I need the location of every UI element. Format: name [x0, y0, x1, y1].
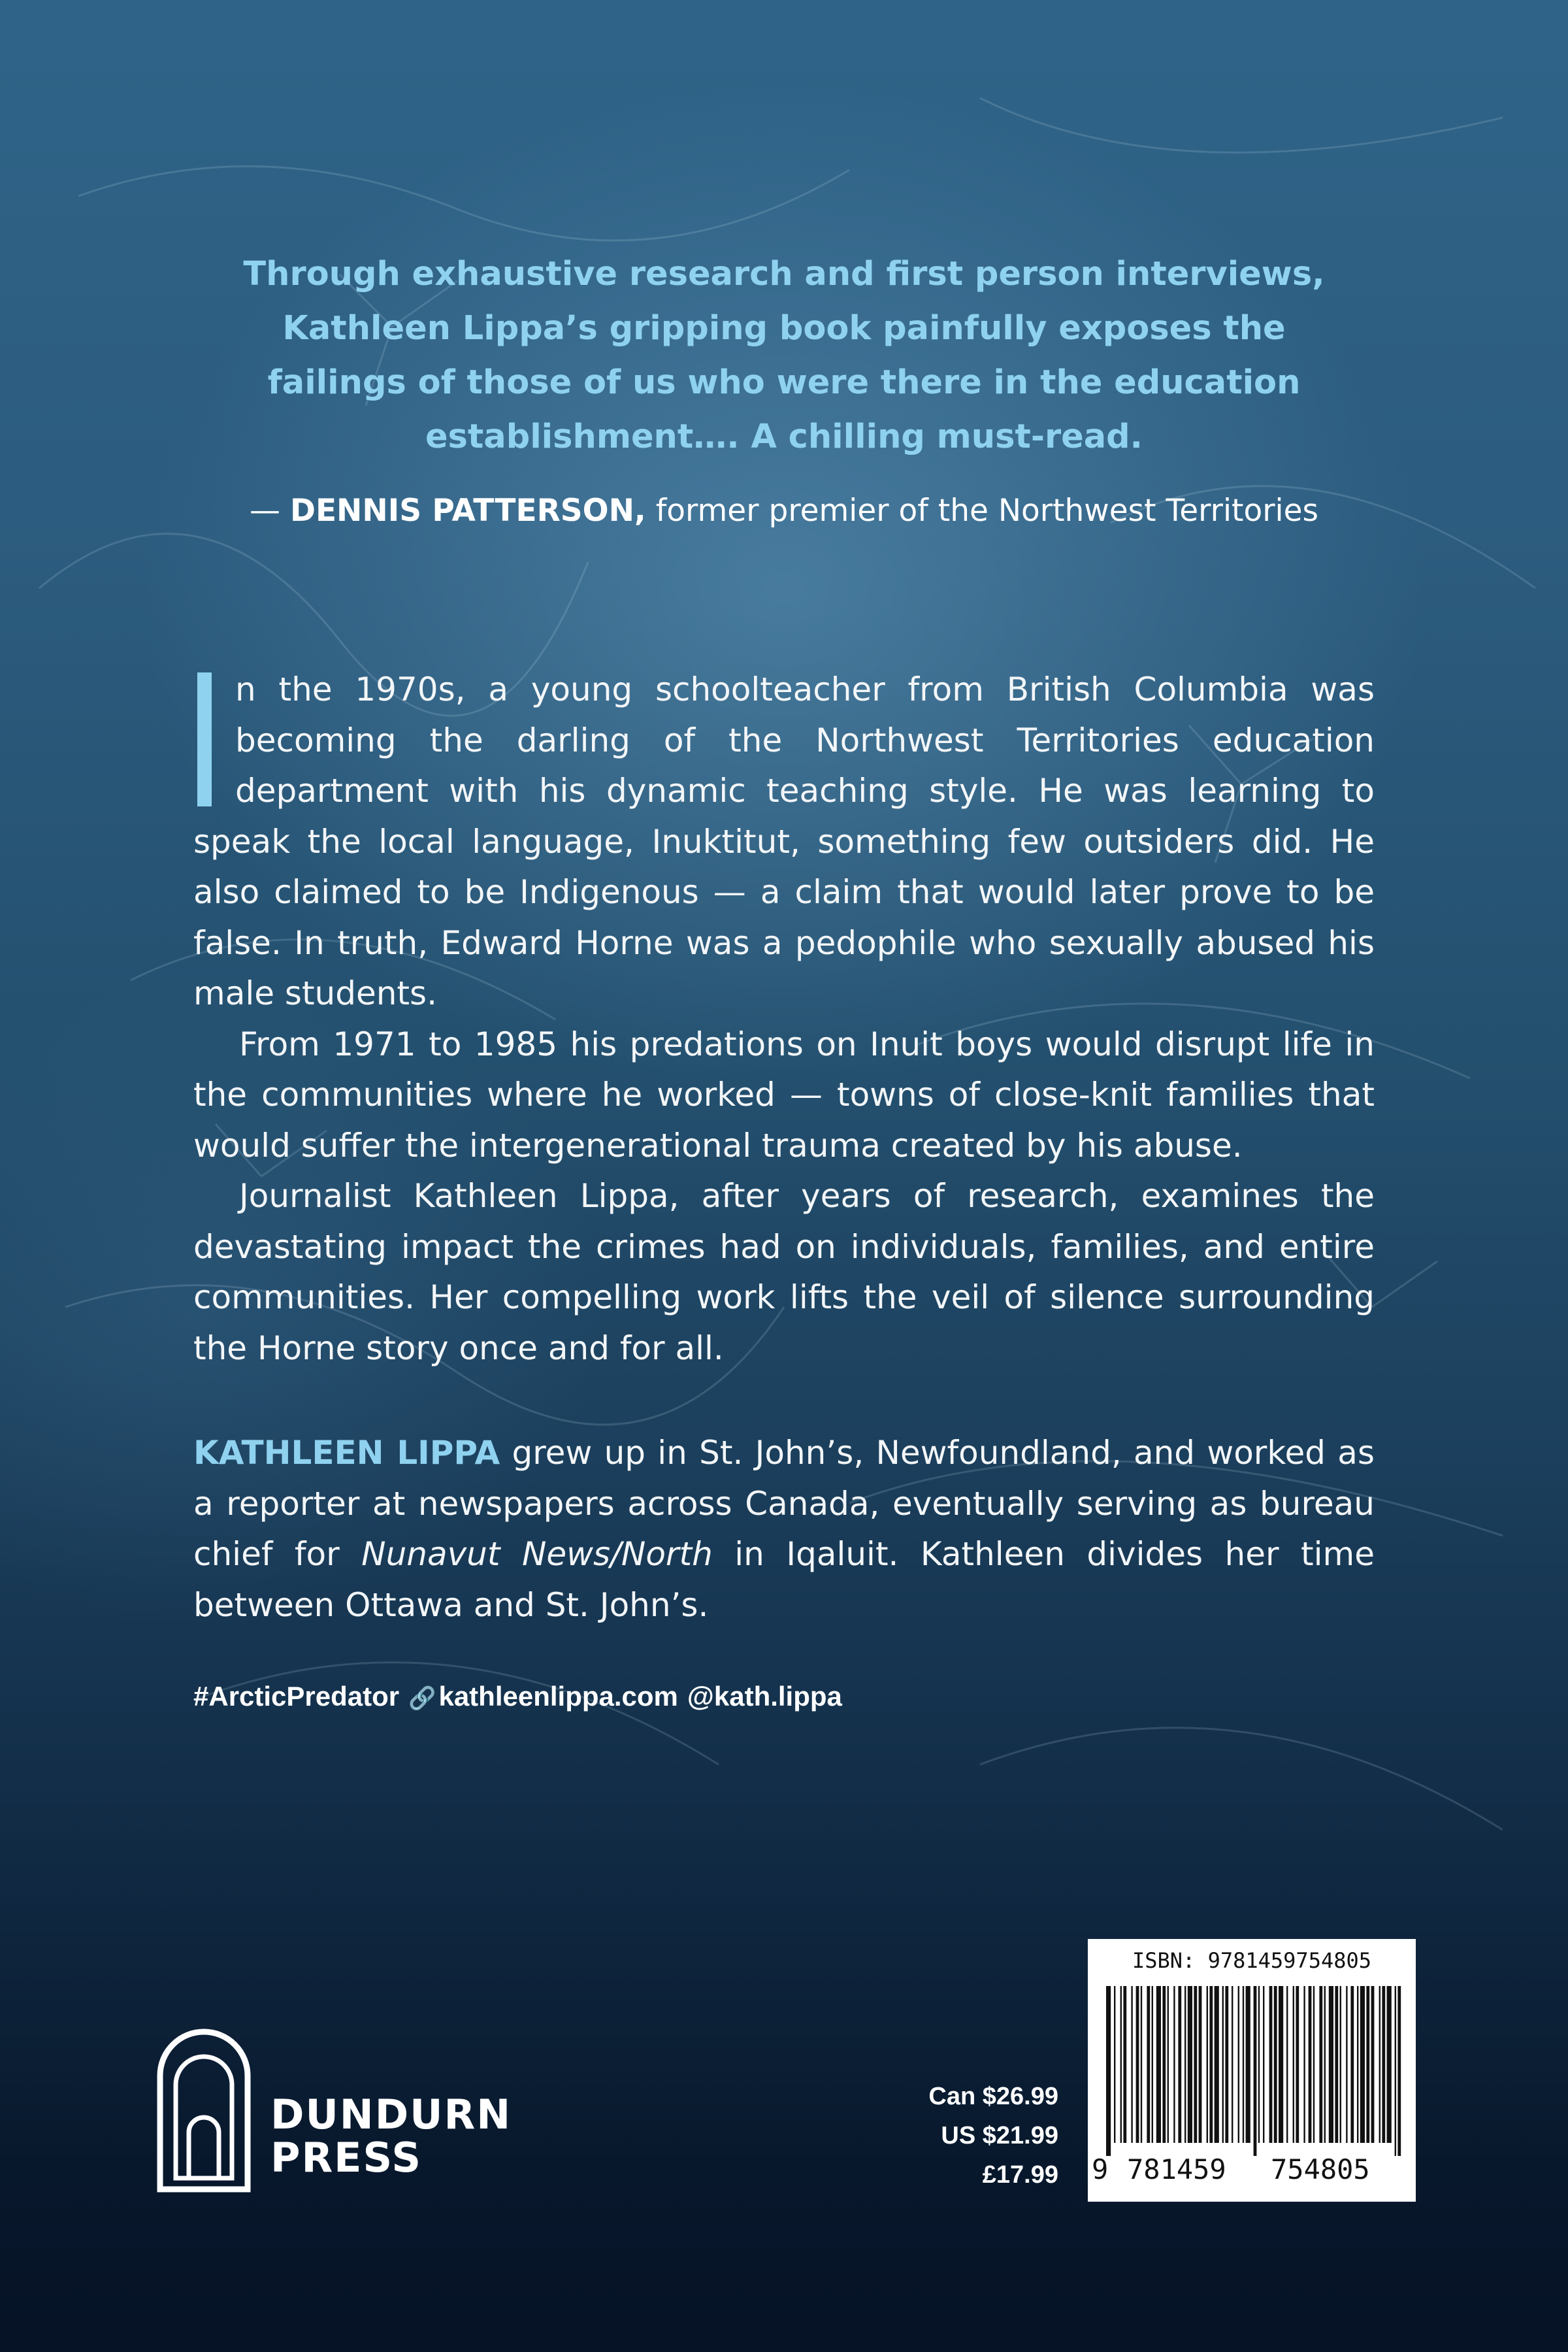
barcode-bar [1246, 1986, 1250, 2143]
barcode-bar [1382, 1986, 1385, 2143]
barcode-bar [1243, 1986, 1244, 2143]
barcode-bar [1360, 1986, 1365, 2143]
price-us: US $21.99 [941, 2122, 1058, 2149]
barcode-bar [1178, 1986, 1181, 2143]
barcode-bar [1168, 1986, 1169, 2143]
barcode-bar [1123, 1986, 1126, 2143]
publisher-name: DUNDURN PRESS [270, 2091, 512, 2181]
barcode-bar [1209, 1986, 1213, 2143]
price-list [849, 2077, 1058, 2195]
barcode-bar [1335, 1986, 1338, 2143]
isbn-label: ISBN: 9781459754805 [1132, 1948, 1372, 1973]
barcode-bar [1225, 1986, 1228, 2143]
barcode-bar [1232, 1986, 1233, 2143]
barcode-bar [1395, 1986, 1396, 2156]
isbn-digit-first: 9 [1092, 2153, 1109, 2185]
barcode-bar [1199, 1986, 1202, 2143]
barcode-bar [1324, 1986, 1326, 2143]
book-description [193, 665, 1375, 1374]
barcode-bar [1162, 1986, 1166, 2143]
social-links [193, 1681, 851, 1712]
hashtag[interactable]: #ArcticPredator [193, 1681, 400, 1712]
barcode-bar [1258, 1986, 1260, 2143]
barcode-bar [1269, 1986, 1273, 2143]
quote-line: failings of those of us who were there in the education [267, 363, 1301, 402]
attribution-name: DENNIS PATTERSON, [289, 493, 646, 529]
barcode-bar [1184, 1986, 1186, 2143]
attribution-dash: — [249, 493, 290, 529]
barcode-bar [1114, 1986, 1115, 2143]
barcode-bar [1263, 1986, 1264, 2143]
barcode-bar [1329, 1986, 1333, 2143]
author-bio: KATHLEEN LIPPA grew up in St. John’s, Newfoundland, and worked as a reporter at newspapers across Canada, eventually serving as bureau chief for Nunavut News/North in Iqaluit. Kathleen divides her time between Ottawa and St. John’s. [193, 1434, 1375, 1624]
quote-line: Kathleen Lippa’s gripping book painfully exposes the [282, 309, 1286, 348]
barcode-bar [1303, 1986, 1305, 2143]
barcode-bar [1379, 1986, 1380, 2143]
isbn-digit-group: 781459 [1127, 2153, 1226, 2185]
barcode-bar [1366, 1986, 1369, 2143]
isbn-barcode [1088, 1939, 1416, 2202]
barcode-bar [1350, 1986, 1354, 2143]
price-uk: £17.99 [982, 2161, 1058, 2189]
arched-door-icon [155, 2025, 253, 2195]
quote-line: Through exhaustive research and first person interviews, [243, 255, 1325, 293]
description-paragraph: From 1971 to 1985 his predations on Inuit boys would disrupt life in the communities where he worked — towns of close-knit families that would suffer the intergenerational trauma created by his abuse. [193, 1025, 1375, 1165]
barcode-bar [1313, 1986, 1315, 2143]
quote-attribution [196, 493, 1372, 529]
barcode-bar [1309, 1986, 1312, 2143]
barcode-bar [1346, 1986, 1347, 2143]
description-paragraph: n the 1970s, a young schoolteacher from British Columbia was becoming the darling of the Northwest Territories education department with his dynamic teaching style. He was learning to speak the local language, Inuktitut, something few outsiders did. He also claimed to be Indigenous — a claim that would later prove to be false. In truth, Edward Horne was a pedophile who sexually abused his male students. [193, 671, 1375, 1012]
endorsement-quote [196, 247, 1372, 464]
barcode-bar [1296, 1986, 1299, 2143]
barcode-bar [1173, 1986, 1175, 2143]
drop-cap-bar [197, 672, 212, 806]
publication-name: Nunavut News/North [361, 1535, 713, 1573]
barcode-bar [1136, 1986, 1139, 2143]
barcode-bar [1340, 1986, 1341, 2143]
barcode-bar [1286, 1986, 1288, 2143]
quote-line: establishment…. A chilling must-read. [425, 418, 1143, 456]
link-icon: 🔗 [408, 1685, 436, 1712]
barcode-bar [1131, 1986, 1132, 2143]
isbn-digit-group: 754805 [1271, 2153, 1370, 2185]
barcode-bar [1319, 1986, 1322, 2143]
publisher-logo [155, 2025, 521, 2195]
barcode-bar [1293, 1986, 1294, 2143]
barcode-bar [1156, 1986, 1161, 2143]
barcode-bar [1371, 1986, 1375, 2143]
barcode-bar [1194, 1986, 1197, 2143]
barcode-bar [1279, 1986, 1283, 2143]
attribution-title: former premier of the Northwest Territories [645, 493, 1319, 529]
barcode-bar [1254, 1986, 1257, 2156]
website-link[interactable]: kathleenlippa.com [438, 1681, 678, 1712]
barcode-bar [1222, 1986, 1224, 2143]
barcode-bar [1141, 1986, 1142, 2143]
barcode-bar [1238, 1986, 1239, 2143]
barcode-bar [1207, 1986, 1208, 2143]
barcode-bar [1274, 1986, 1277, 2143]
description-paragraph: Journalist Kathleen Lippa, after years of research, examines the devastating impact the crimes had on individuals, families, and entire communities. Her compelling work lifts the veil of silence surrounding the Horne story once and for all. [193, 1177, 1375, 1367]
barcode-bar [1106, 1986, 1111, 2156]
barcode-bar [1397, 1986, 1401, 2156]
instagram-handle[interactable]: @kath.lippa [687, 1681, 842, 1712]
barcode-bar [1387, 1986, 1392, 2143]
barcode-bar [1188, 1986, 1192, 2143]
author-name: KATHLEEN LIPPA [193, 1434, 500, 1472]
barcode-bar [1147, 1986, 1150, 2143]
price-canada: Can $26.99 [928, 2083, 1058, 2110]
barcode-bar [1152, 1986, 1153, 2143]
barcode-bar [1357, 1986, 1358, 2143]
barcode-bar [1120, 1986, 1122, 2143]
barcode-bar [1215, 1986, 1219, 2143]
barcode-bars [1103, 1986, 1404, 2156]
